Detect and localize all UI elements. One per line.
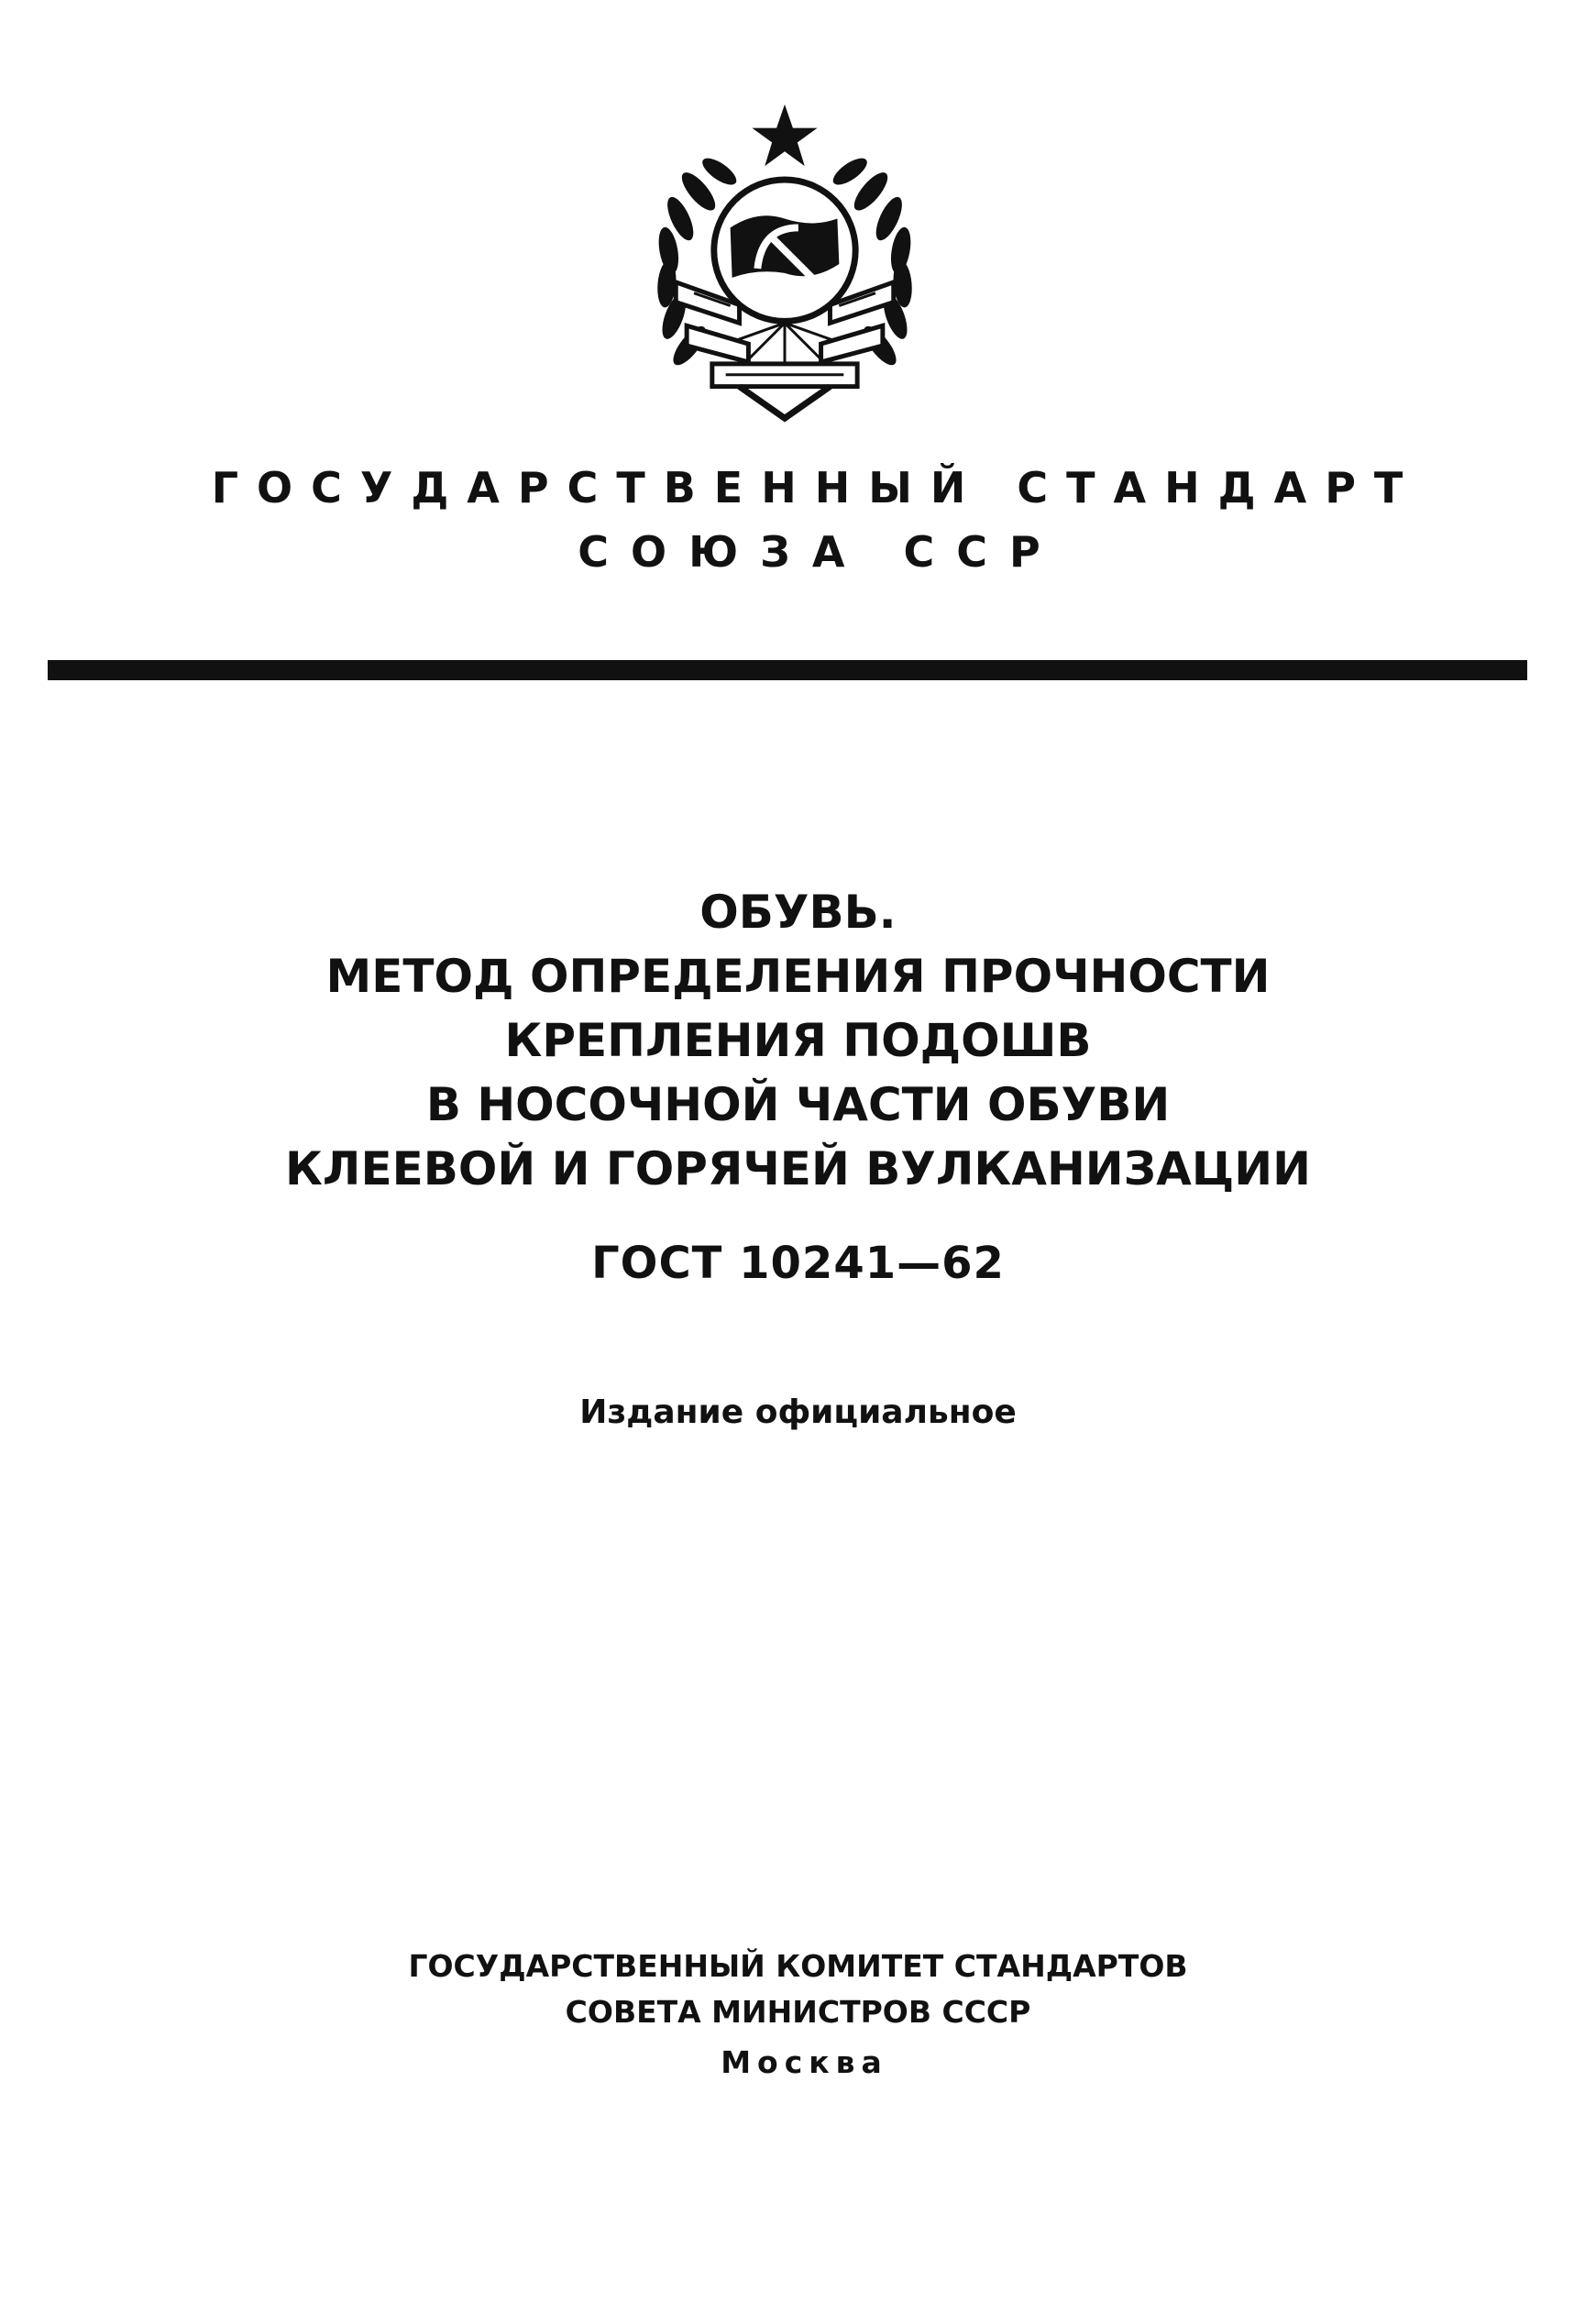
publisher-line-1: ГОСУДАРСТВЕННЫЙ КОМИТЕТ СТАНДАРТОВ	[408, 1948, 1188, 1984]
publisher-city: Москва	[721, 2044, 888, 2080]
title-line-4: В НОСОЧНОЙ ЧАСТИ ОБУВИ	[425, 1078, 1171, 1131]
edition-label: Издание официальное	[579, 1393, 1017, 1431]
header-line-1: ГОСУДАРСТВЕННЫЙ СТАНДАРТ	[211, 463, 1422, 512]
ussr-coat-of-arms-icon	[612, 92, 957, 436]
title-line-2: МЕТОД ОПРЕДЕЛЕНИЯ ПРОЧНОСТИ	[325, 950, 1271, 1003]
publisher-line-2: СОВЕТА МИНИСТРОВ СССР	[565, 1994, 1031, 2030]
header-divider	[48, 660, 1527, 680]
title-line-3: КРЕПЛЕНИЯ ПОДОШВ	[504, 1014, 1092, 1067]
title-line-1: ОБУВЬ.	[699, 886, 897, 939]
standard-number: ГОСТ 10241—62	[591, 1238, 1005, 1289]
header-line-2: СОЮЗА ССР	[578, 527, 1062, 577]
title-line-5: КЛЕЕВОЙ И ГОРЯЧЕЙ ВУЛКАНИЗАЦИИ	[285, 1142, 1311, 1195]
